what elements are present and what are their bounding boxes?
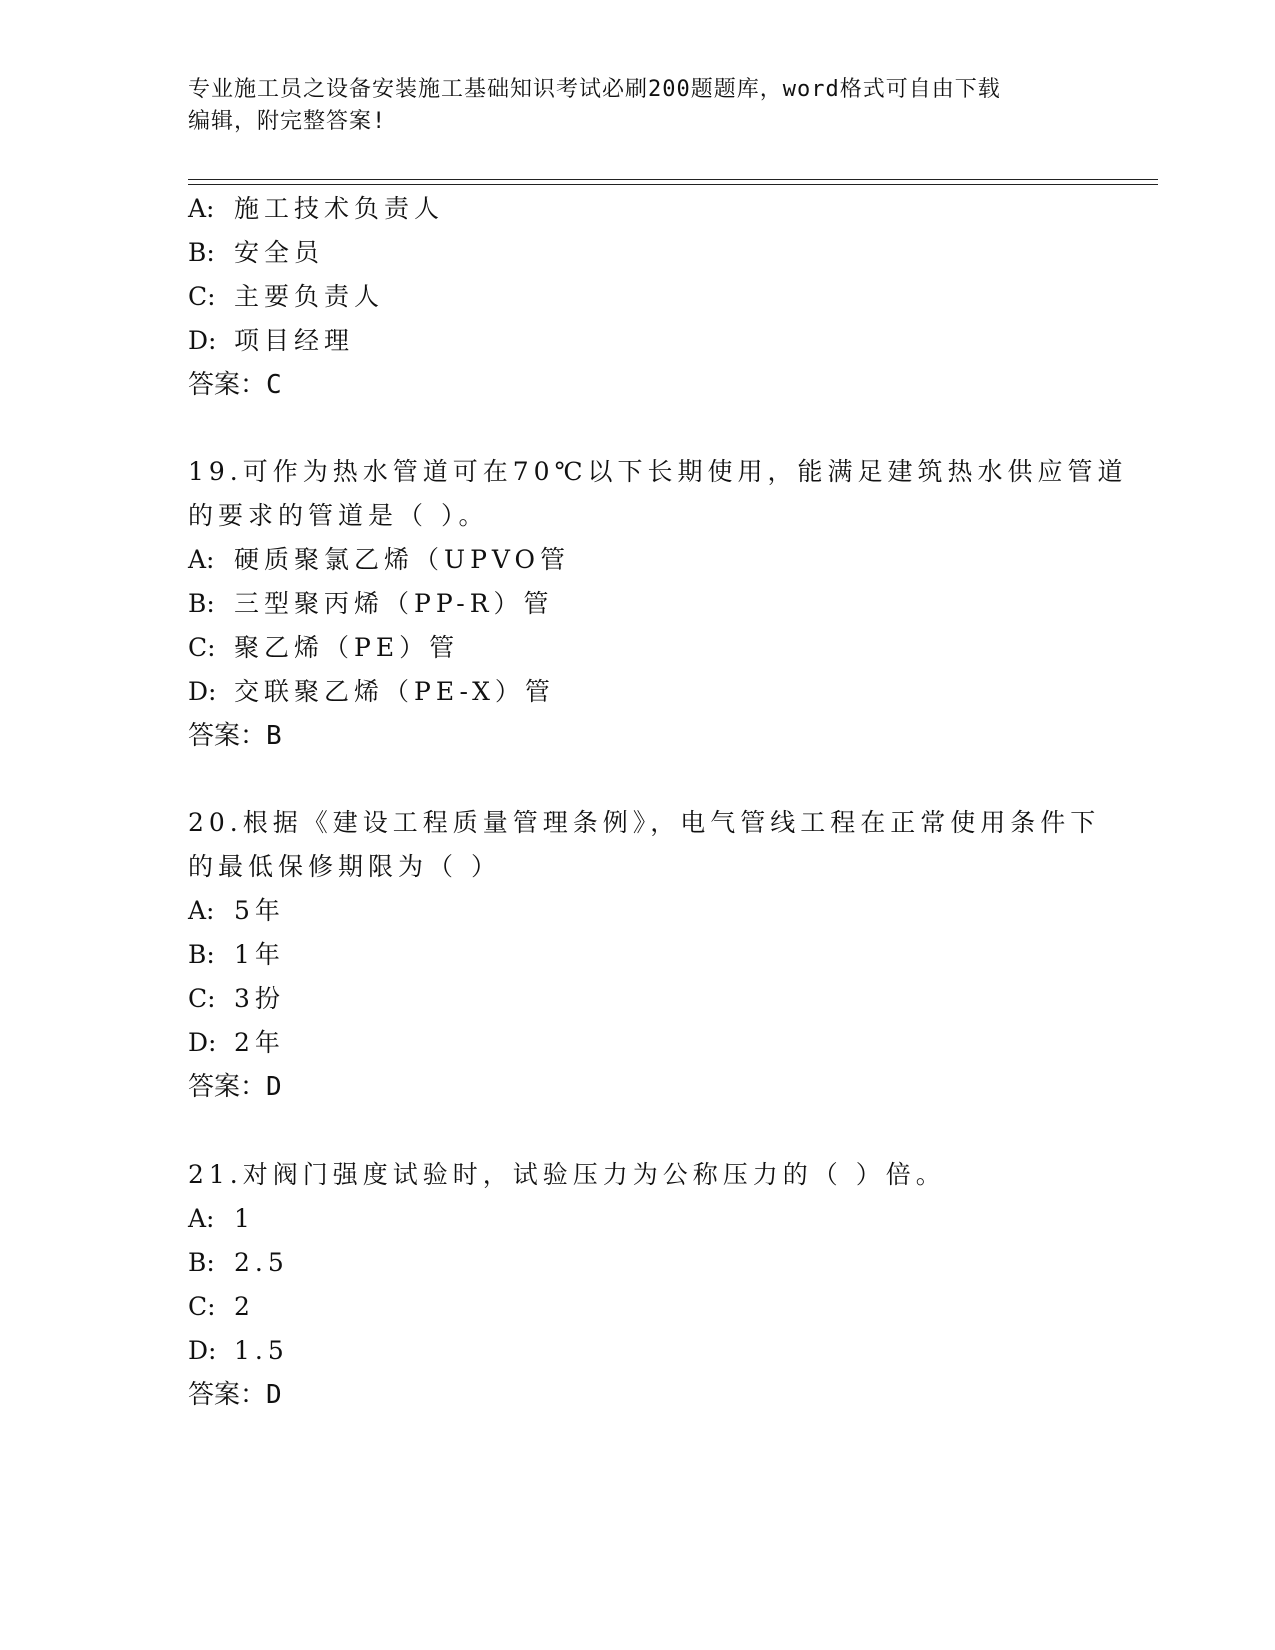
- header-divider-top: [188, 179, 1158, 180]
- q21-answer: [188, 1378, 282, 1412]
- option-text: 2.5: [234, 1248, 289, 1277]
- option-label: B:: [188, 940, 215, 969]
- header-divider-bottom: [188, 184, 1158, 185]
- option-label: A:: [188, 896, 215, 925]
- option-label: B:: [188, 589, 215, 618]
- q20-option-d: [188, 1026, 285, 1060]
- option-label: C:: [188, 984, 216, 1013]
- answer-label: 答案：: [188, 370, 267, 400]
- option-text: 三型聚丙烯（PP-R）管: [234, 589, 554, 618]
- option-text: 安全员: [234, 238, 325, 267]
- document-header: [188, 74, 1088, 138]
- q19-stem-line-2: 的要求的管道是（ ）。: [188, 501, 489, 530]
- q21-option-b: [188, 1246, 289, 1280]
- q21-option-a: [188, 1202, 255, 1236]
- q20-stem-line-2: 的最低保修期限为（ ）: [188, 852, 501, 881]
- option-text: 交联聚乙烯（PE-X）管: [234, 677, 555, 706]
- option-text: 3扮: [234, 984, 285, 1013]
- option-text: 聚乙烯（PE）管: [234, 633, 460, 662]
- q18-option-b: [188, 236, 324, 270]
- q19-option-d: [188, 675, 555, 709]
- q18-option-a: [188, 192, 444, 226]
- q21-option-c: [188, 1290, 255, 1324]
- option-label: B:: [188, 1248, 215, 1277]
- q20-option-a: [188, 894, 285, 928]
- q20-option-c: [188, 982, 285, 1016]
- option-text: 施工技术负责人: [234, 194, 445, 223]
- option-text: 1: [234, 1204, 255, 1233]
- option-text: 5年: [234, 896, 285, 925]
- option-text: 主要负责人: [234, 282, 385, 311]
- header-title-line-2: 编辑，附完整答案!: [188, 109, 387, 134]
- answer-label: 答案：: [188, 1072, 267, 1102]
- option-label: C:: [188, 1292, 216, 1321]
- q20-option-b: [188, 938, 285, 972]
- q19-option-b: [188, 587, 554, 621]
- answer-value: D: [266, 1072, 282, 1102]
- answer-label: 答案：: [188, 1380, 267, 1410]
- q20-stem-line-1: 20.根据《建设工程质量管理条例》，电气管线工程在正常使用条件下: [188, 808, 1101, 837]
- q18-answer: [188, 368, 282, 402]
- q19-option-a: [188, 543, 570, 577]
- q18-option-d: [188, 324, 354, 358]
- option-label: D:: [188, 326, 217, 355]
- option-text: 硬质聚氯乙烯（UPVO管: [234, 545, 571, 574]
- option-label: A:: [188, 1204, 215, 1233]
- option-text: 2年: [234, 1028, 285, 1057]
- q18-option-c: [188, 280, 384, 314]
- option-text: 1.5: [234, 1336, 289, 1365]
- option-label: C:: [188, 282, 216, 311]
- q19-answer: [188, 719, 282, 753]
- answer-value: C: [266, 370, 282, 400]
- q19-stem-line-1: 19.可作为热水管道可在70℃以下长期使用，能满足建筑热水供应管道: [188, 457, 1128, 486]
- option-label: B:: [188, 238, 215, 267]
- q19-option-c: [188, 631, 459, 665]
- option-label: C:: [188, 633, 216, 662]
- answer-value: D: [266, 1380, 282, 1410]
- answer-label: 答案：: [188, 721, 267, 751]
- option-text: 2: [234, 1292, 255, 1321]
- header-title-line-1: 专业施工员之设备安装施工基础知识考试必刷200题题库，word格式可自由下载: [188, 77, 1001, 102]
- answer-value: B: [266, 721, 282, 751]
- option-label: A:: [188, 194, 215, 223]
- option-text: 1年: [234, 940, 285, 969]
- option-label: D:: [188, 677, 217, 706]
- q21-stem-line-1: 21.对阀门强度试验时，试验压力为公称压力的（ ）倍。: [188, 1160, 946, 1189]
- option-label: D:: [188, 1336, 217, 1365]
- q21-option-d: [188, 1334, 289, 1368]
- option-text: 项目经理: [234, 326, 355, 355]
- option-label: D:: [188, 1028, 217, 1057]
- option-label: A:: [188, 545, 215, 574]
- q20-answer: [188, 1070, 282, 1104]
